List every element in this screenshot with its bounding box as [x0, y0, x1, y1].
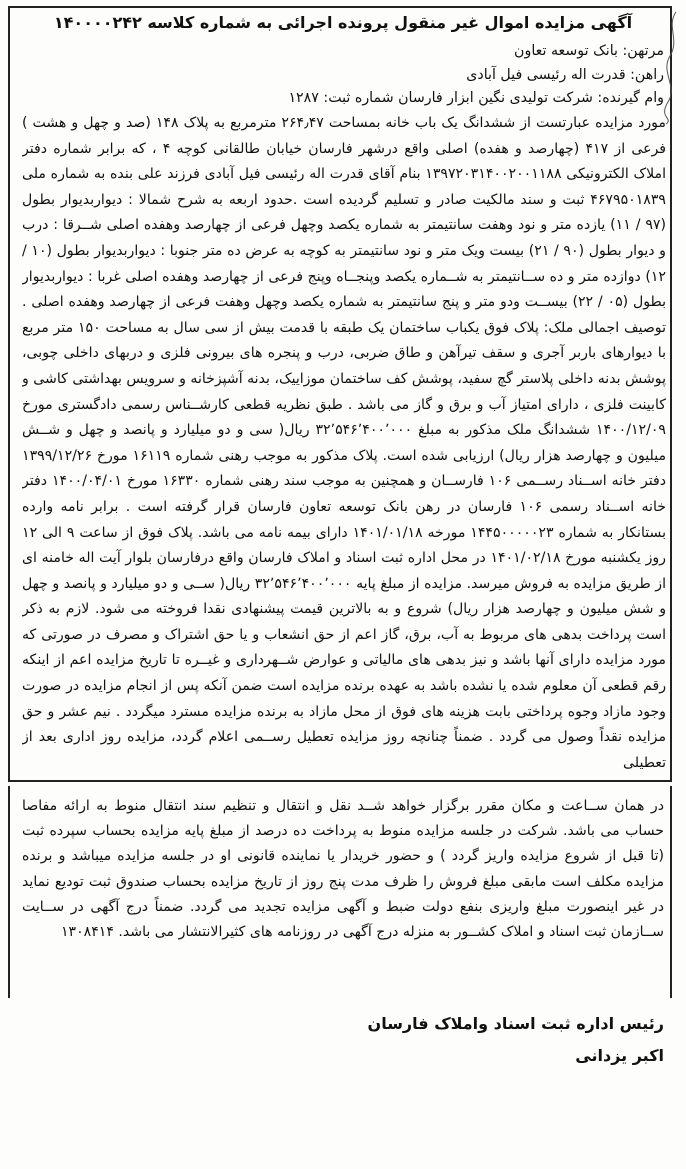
borrower-line: وام گیرنده: شرکت تولیدی نگین ابزار فارسان شماره ثبت: ۱۲۸۷	[288, 90, 664, 106]
notice-body-part1: مورد مزایده عبارتست از ششدانگ یک باب خانه بمساحت ۲۶۴٫۴۷ مترمربع به پلاک ۱۴۸ (صد و چهل و هشت ) فرعی از ۴۱۷ (چهارصد و هفده) اصلی واقع درشهر فارسان خیابان طالقانی کوچه ۴ ، که برابر شماره دفتر املاک الکترونیکی ۱۳۹۷۲۰۳۱۴۰۰۲۰۰۱۱۸۸ بنام آقای قدرت اله رئیسی فیل آبادی فرزند علی بنده به شماره ملی ۴۶۷۹۵۰۱۸۳۹ ثبت و سند مالکیت صادر و تسلیم گردیده است .حدود اربعه به شرح شمالا : دیواربدیوار بطول (۹۷ / ۱۱) یازده متر و نود وهفت سانتیمتر به شماره یکصد وچهل فرعی از چهارصد وهفده اصلی شــرقا : درب و دیوار بطول (۹۰ / ۲۱) بیست ویک متر و نود سانتیمتر به کوچه به عرض ده متر جنوبا : دیواربدیوار بطول (۱۰ / ۱۲) دوازده متر و ده ســانتیمتر به شــماره یکصد وپنجــاه وپنج فرعی از چهارصد وهفده اصلی غربا : دیواربدیوار بطول (۰۵ / ۲۲) بیســت ودو متر و پنج سانتیمتر به شماره یکصد وچهل وهفت فرعی از چهارصد وهفده اصلی . توصیف اجمالی ملک: پلاک فوق یکباب ساختمان یک طبقه با قدمت بیش از سی سال به مساحت ۱۵۰ متر مربع با دیوارهای باربر آجری و سقف تیرآهن و طاق ضربی، درب و پنجره های بیرونی فلزی و دربهای داخلی چوبی، پوشش بدنه داخلی پلاستر گچ سفید، پوشش کف ساختمان موزاییک، بدنه آشپزخانه و سرویس بهداشتی کاشی و کابینت فلزی ، دارای امتیاز آب و برق و گاز می باشد . طبق نظریه قطعی کارشــناس رسمی دادگستری مورخ ۱۴۰۰/۱۲/۰۹ ششدانگ ملک مذکور به مبلغ ۳۲٬۵۴۶٬۴۰۰٬۰۰۰ ریال( سی و دو میلیارد و پانصد و چهل و شــش میلیون و چهارصد هزار ریال) ارزیابی شده است. پلاک مذکور به موجب رهنی شماره ۱۶۱۱۹ مورخ ۱۳۹۹/۱۲/۲۶ دفتر خانه اســناد رســمی ۱۰۶ فارســان و همچنین به موجب سند رهنی شماره ۱۶۳۳۰ مورخ ۱۴۰۰/۰۴/۰۱ دفتر خانه اســناد رسمی ۱۰۶ فارسان در رهن بانک توسعه تعاون فارسان قرار گرفته است . برابر نامه وارده بستانکار به شماره ۱۴۴۵۰۰۰۰۰۲۳ مورخه ۱۴۰۱/۰۱/۱۸ دارای بیمه نامه می باشد. پلاک فوق از ساعت ۹ الی ۱۲ روز یکشنبه مورخ ۱۴۰۱/۰۲/۱۸ در محل اداره ثبت اسناد و املاک فارسان واقع درفارسان بلوار آیت اله خامنه ای از طریق مزایده به فروش میرسد. مزایده از مبلغ پایه ۳۲٬۵۴۶٬۴۰۰٬۰۰۰ ریال( ســی و دو میلیارد و پانصد و چهل و شش میلیون و چهارصد هزار ریال) شروع و به بالاترین قیمت پیشنهادی نقدا فروخته می شود. لازم به ذکر است پرداخت بدهی های مربوط به آب، برق، گاز اعم از حق انشعاب و یا حق اشتراک و مصرف در صورتی که مورد مزایده دارای آنها باشد و نیز بدهی های مالیاتی و عوارض شــهرداری و غیــره تا تاریخ مزایده اعم از اینکه رقم قطعی آن معلوم شده یا نشده باشد به عهده برنده مزایده است ضمن آنکه پس از انجام مزایده در صورت وجود مازاد وجوه پرداختی بابت هزینه های فوق از محل مازاد به برنده مزایده مسترد میگردد . نیم عشر و حق مزایده نقداً وصول می گردد . ضمناً چنانچه روز مزایده تعطیل رســمی اعلام گردد، مزایده روز اداری بعد از تعطیلی	[22, 115, 666, 771]
mortgagor-line: راهن: قدرت اله رئیسی فیل آبادی	[466, 66, 664, 83]
notice-title: آگهی مزایده اموال غیر منقول پرونده اجرائی به شماره کلاسه ۱۴۰۰۰۰۲۴۲	[53, 13, 633, 32]
mortgagee-line: مرتهن: بانک توسعه تعاون	[514, 43, 664, 59]
signature-name: اکبر یزدانی	[575, 1046, 664, 1065]
notice-body-part2: در همان ســاعت و مکان مقرر برگزار خواهد شــد نقل و انتقال و تنظیم سند انتقال منوط به ارائه مفاصا حساب می باشد. شرکت در جلسه مزایده منوط به پرداخت ده درصد از مبلغ پایه مزایده بحساب سپرده ثبت (تا قبل از شروع مزایده واریز گردد ) و حضور خریدار یا نماینده قانونی او در جلسه مزایده میباشد و برنده مزایده مکلف است مابقی مبلغ فروش را ظرف مدت پنج روز از تاریخ مزایده بحساب صندوق ثبت توديع نماید در غیر اینصورت مبلغ واریزی بنفع دولت ضبط و آگهی مزایده تجدید می گردد. ضمناً درج آگهی در ســایت ســازمان ثبت اسناد و املاک کشــور به منزله درج آگهی در روزنامه های کثیرالانتشار می باشد. ۱۳۰۸۴۱۴	[22, 798, 664, 941]
notice-parties	[288, 40, 664, 111]
signature-title: رئیس اداره ثبت اسناد واملاک فارسان	[367, 1014, 664, 1033]
